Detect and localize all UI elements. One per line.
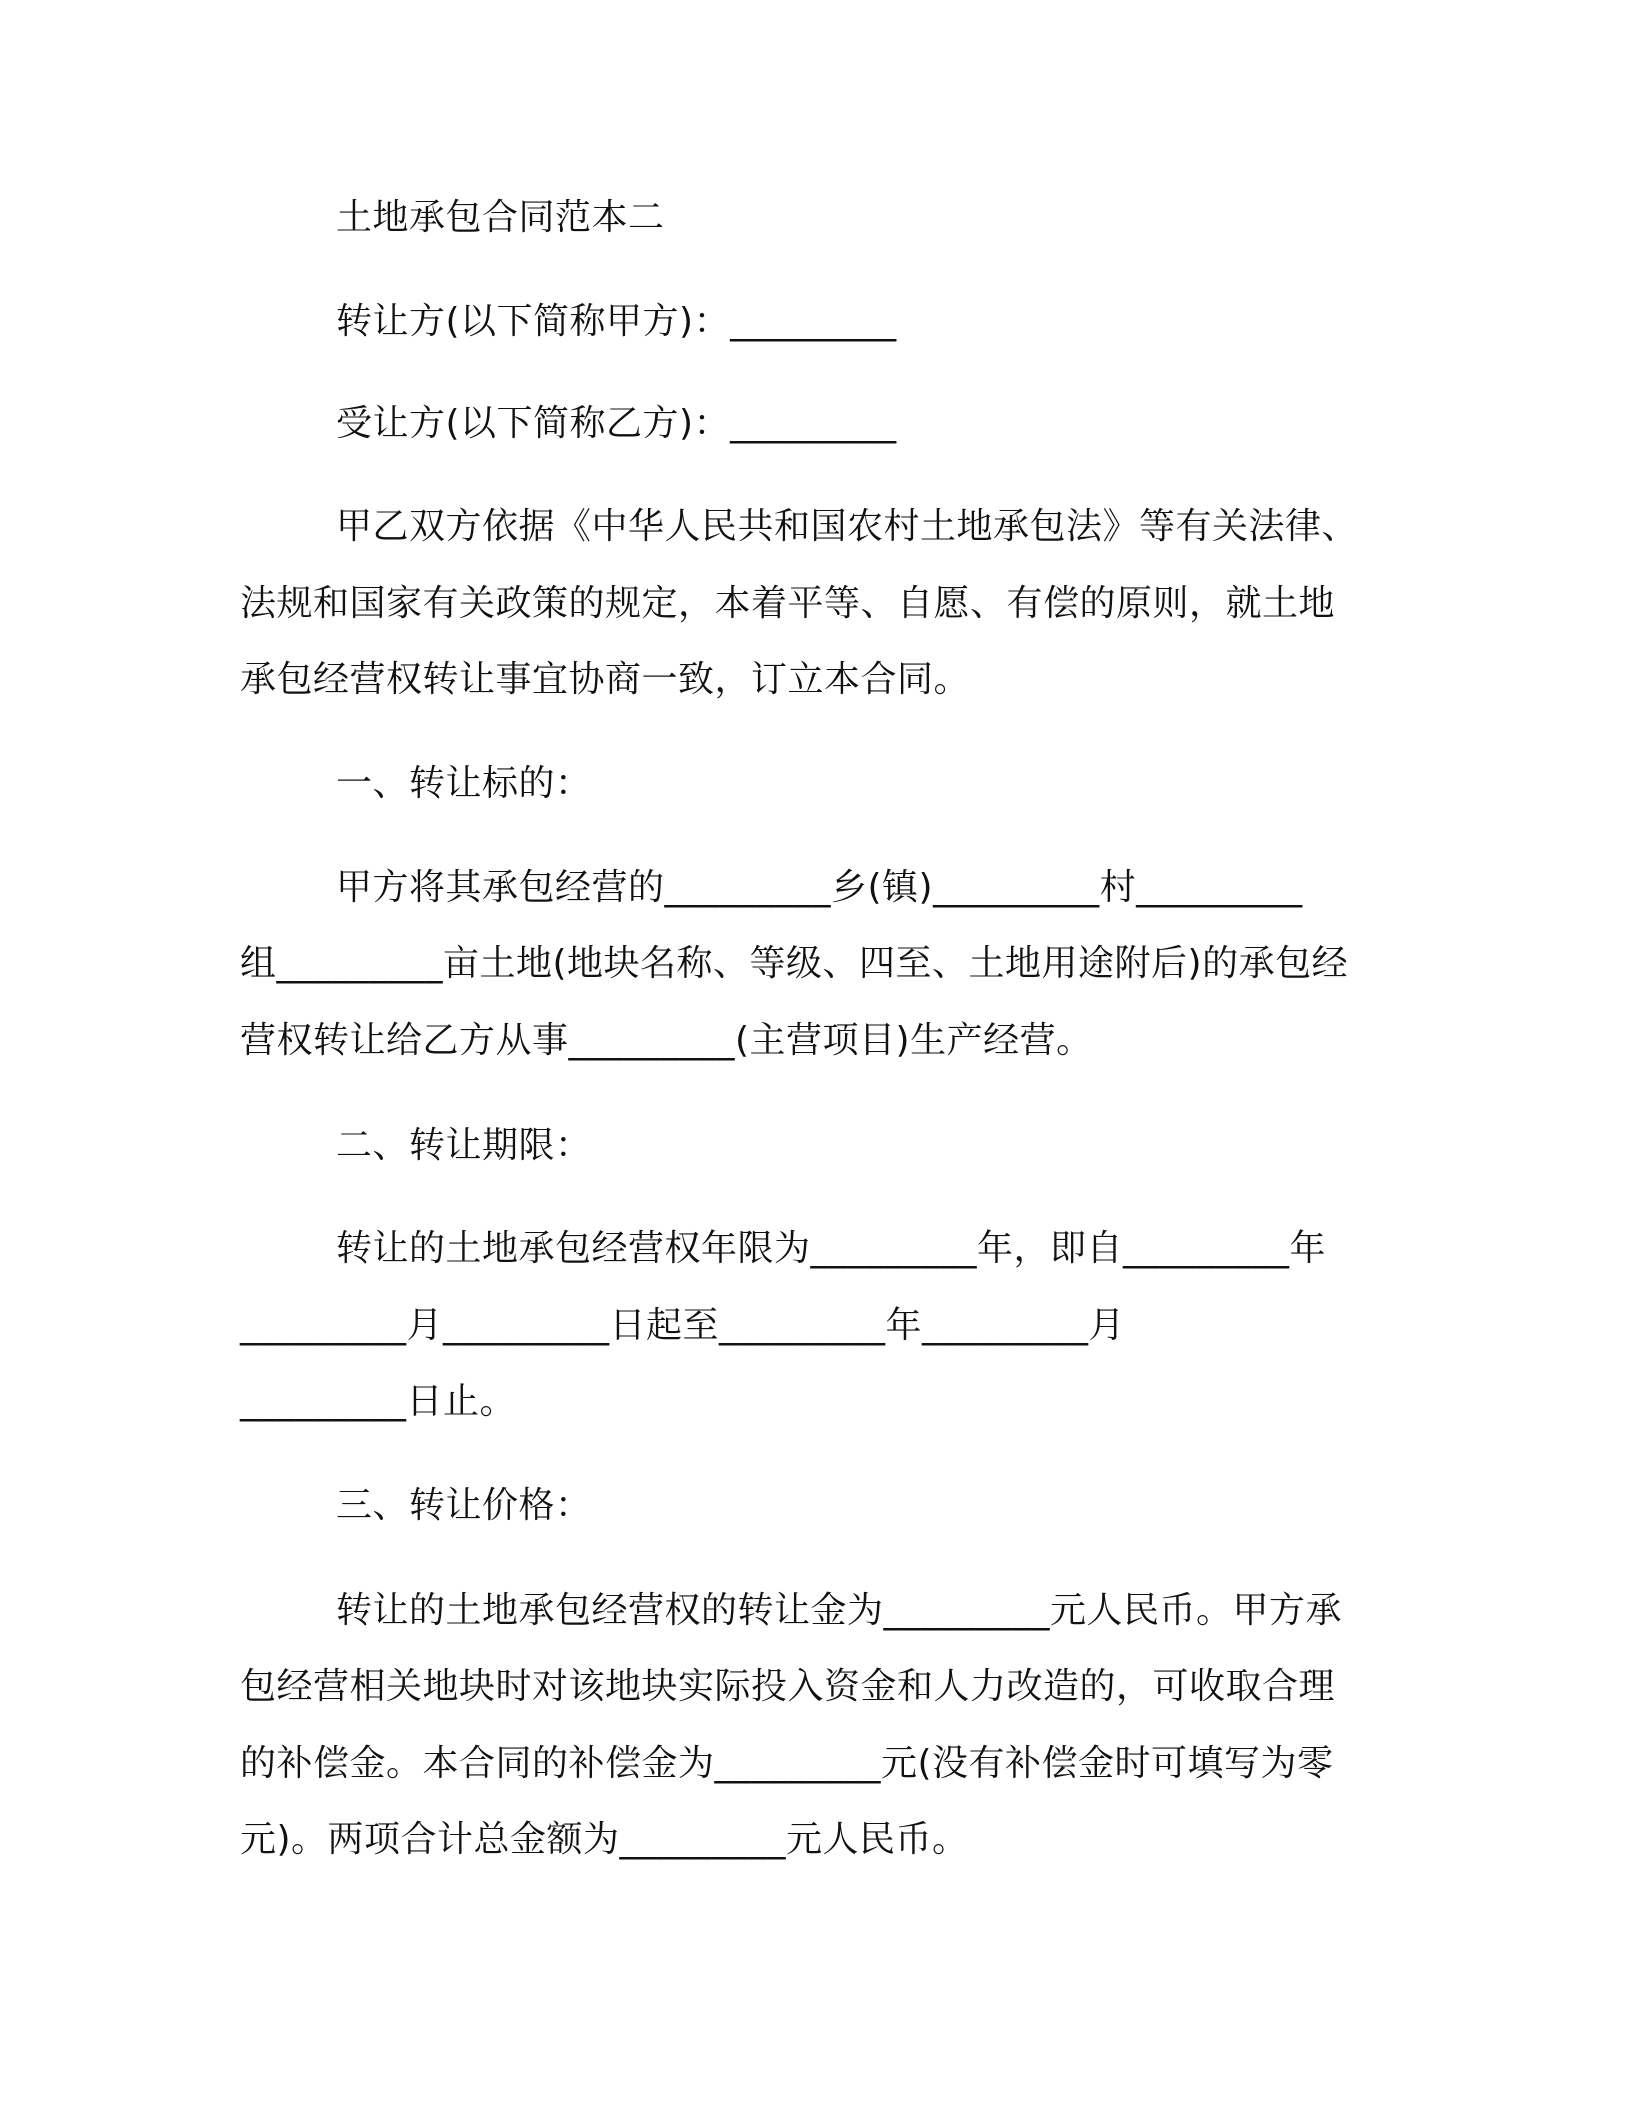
section2-line-2: _________月_________日起至_________年_________月 (240, 1305, 1126, 1346)
section2-heading: 二、转让期限： (336, 1125, 592, 1166)
section1-line-3: 营权转让给乙方从事_________(主营项目)生产经营。 (240, 1020, 1093, 1061)
section1-line-2: 组_________亩土地(地块名称、等级、四至、土地用途附后)的承包经 (240, 943, 1349, 984)
section3-line-2: 包经营相关地块时对该地块实际投入资金和人力改造的，可收取合理 (240, 1666, 1336, 1707)
intro-line-3: 承包经营权转让事宜协商一致，订立本合同。 (240, 659, 971, 700)
section3-line-1: 转让的土地承包经营权的转让金为_________元人民币。甲方承 (336, 1590, 1343, 1631)
section2-line-3: _________日止。 (240, 1381, 517, 1422)
intro-line-2: 法规和国家有关政策的规定，本着平等、自愿、有偿的原则，就土地 (240, 583, 1336, 624)
section3-line-4: 元)。两项合计总金额为_________元人民币。 (240, 1819, 969, 1860)
intro-line-1: 甲乙双方依据《中华人民共和国农村土地承包法》等有关法律、 (336, 506, 1359, 547)
document-title: 土地承包合同范本二 (336, 197, 665, 238)
transferee-line: 受让方(以下简称乙方)：_________ (336, 403, 897, 444)
transferor-line: 转让方(以下简称甲方)：_________ (336, 301, 897, 342)
section3-line-3: 的补偿金。本合同的补偿金为_________元(没有补偿金时可填写为零 (240, 1743, 1334, 1784)
section2-line-1: 转让的土地承包经营权年限为_________年，即自_________年 (336, 1228, 1327, 1269)
section3-heading: 三、转让价格： (336, 1485, 592, 1526)
section1-line-1: 甲方将其承包经营的_________乡(镇)_________村_________ (336, 867, 1303, 908)
section1-heading: 一、转让标的： (336, 763, 592, 804)
